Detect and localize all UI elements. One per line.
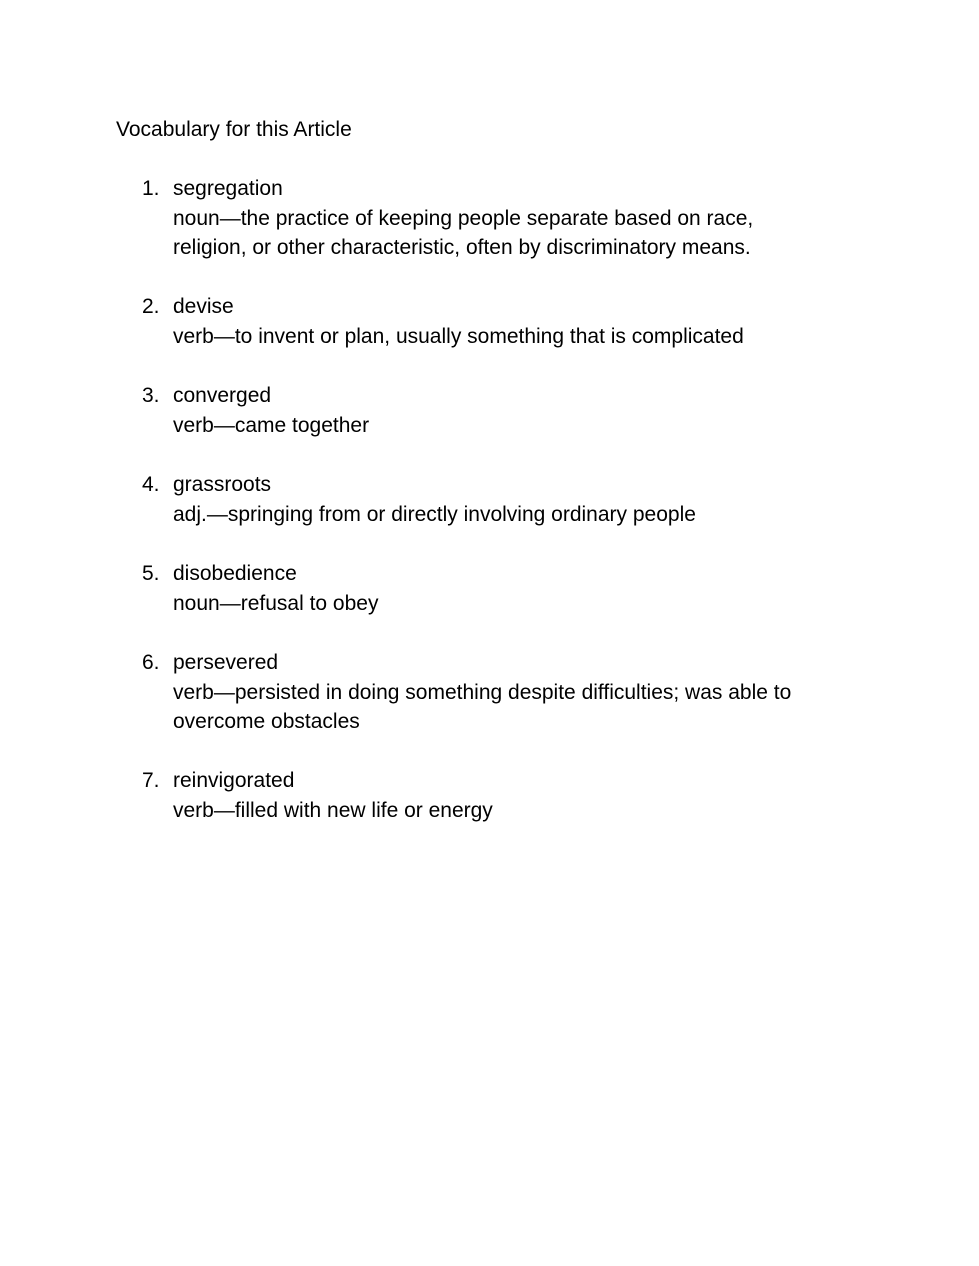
item-term: reinvigorated [173, 769, 295, 792]
item-term: segregation [173, 177, 283, 200]
item-number: 6. [142, 651, 160, 674]
item-definition-line: verb—persisted in doing something despite difficulties; was able to [173, 680, 792, 704]
item-body [173, 174, 853, 263]
item-number: 5. [142, 562, 160, 585]
item-definition-line: noun—the practice of keeping people separate based on race, [173, 206, 754, 230]
item-number: 1. [142, 177, 160, 200]
item-definition-line: verb—to invent or plan, usually something that is complicated [173, 324, 744, 348]
item-term: persevered [173, 651, 279, 674]
item-term: devise [173, 295, 234, 318]
item-term: grassroots [173, 473, 272, 496]
item-definition-line: noun—refusal to obey [173, 591, 379, 615]
item-body [173, 470, 853, 529]
item-body [173, 648, 853, 737]
item-definition-line: religion, or other characteristic, often by discriminatory means. [173, 236, 751, 259]
item-definition-line: overcome obstacles [173, 710, 360, 733]
item-definition-line: adj.—springing from or directly involving ordinary people [173, 502, 696, 526]
document-title: Vocabulary for this Article [116, 118, 352, 141]
item-body [173, 381, 853, 440]
item-body [173, 559, 853, 618]
item-number: 4. [142, 473, 160, 496]
item-term: converged [173, 384, 272, 407]
item-definition-line: verb—came together [173, 413, 370, 437]
item-number: 2. [142, 295, 160, 318]
item-body [173, 766, 853, 825]
item-number: 3. [142, 384, 160, 407]
item-number: 7. [142, 769, 160, 792]
item-body [173, 292, 853, 351]
item-definition-line: verb—filled with new life or energy [173, 798, 493, 822]
item-term: disobedience [173, 562, 297, 585]
